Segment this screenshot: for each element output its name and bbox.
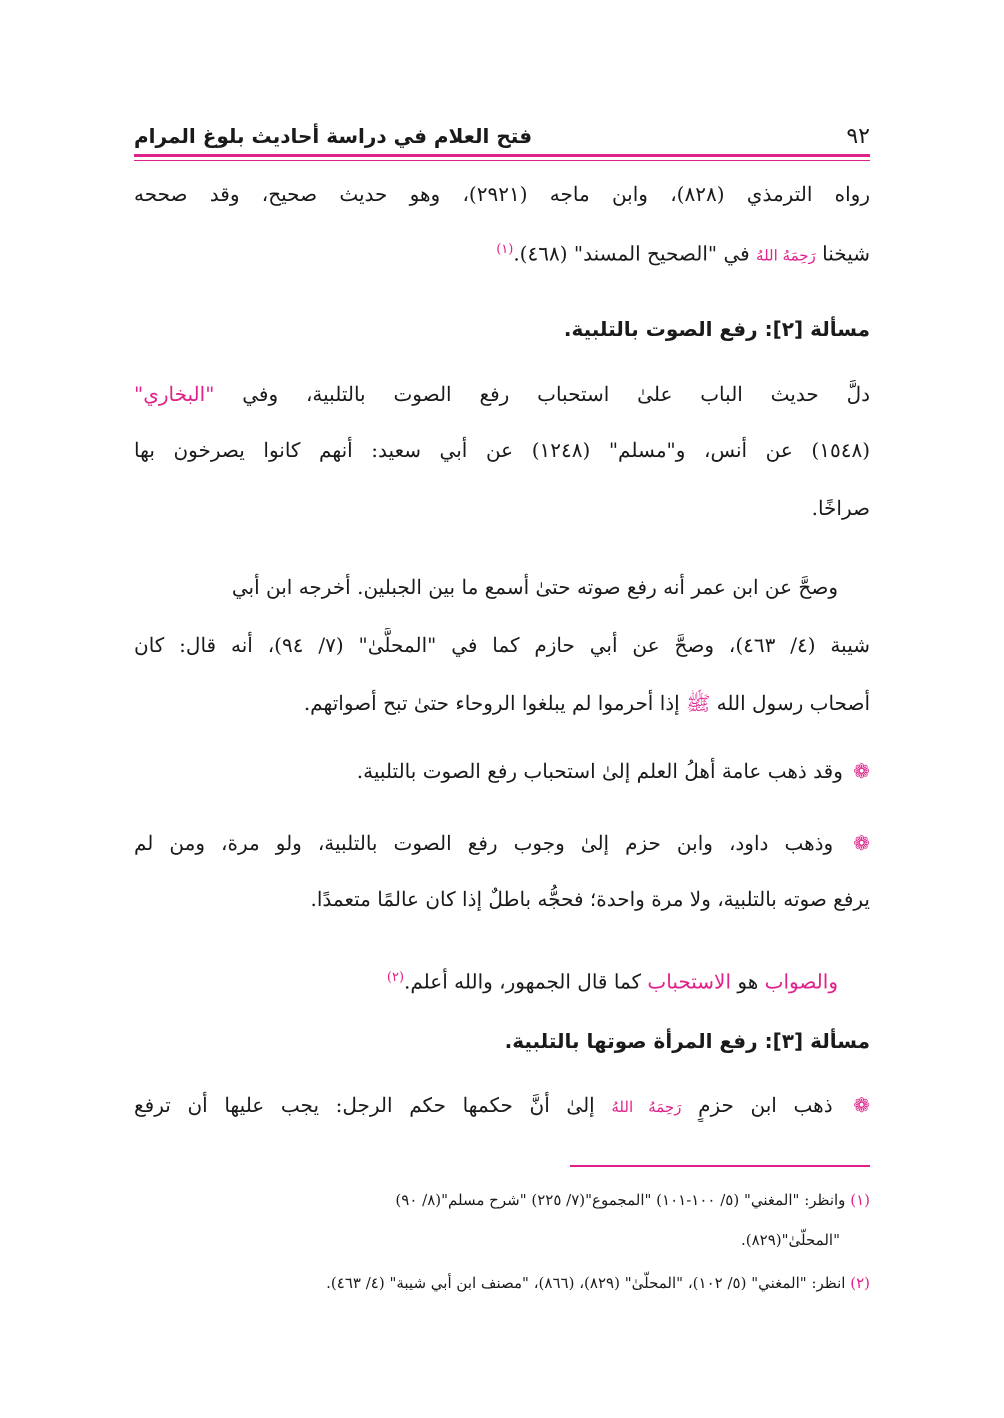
paragraph-1-line-1: رواه الترمذي (٨٢٨)، وابن ماجه (٢٩٢١)، وهو حديث صحيح، وقد صححه <box>134 182 870 206</box>
text-segment: أصحاب رسول الله <box>716 691 870 715</box>
paragraph-2-line-1 <box>134 377 870 411</box>
text-segment: في "الصحيح المسند" (٤٦٨). <box>513 241 750 266</box>
flower-bullet-icon: ❁ <box>853 831 870 855</box>
text-segment: إلىٰ أنَّ حكمها حكم الرجل: يجب عليها أن ترفع <box>134 1093 595 1117</box>
footnote-ref-2[interactable]: (٢) <box>386 970 405 985</box>
highlight-istihbab: الاستحباب <box>647 969 732 994</box>
text-segment: هو <box>737 969 759 994</box>
heading-title: رفع المرأة صوتها بالتلبية. <box>504 1029 758 1053</box>
flower-bullet-icon: ❁ <box>853 759 870 783</box>
footnote-1-line-2: "المحلَّىٰ"(٨٢٩). <box>740 1231 840 1249</box>
text-segment: شيخنا <box>822 241 870 266</box>
paragraph-3-line-2: شيبة (٤/ ٤٦٣)، وصحَّ عن أبي حازم كما في "المحلَّىٰ" (٧/ ٩٤)، أنه قال: كان <box>134 633 870 657</box>
paragraph-3-line-3 <box>134 686 870 720</box>
bullet-item-2-line-1 <box>134 826 870 860</box>
paragraph-2-line-2: (١٥٤٨) عن أنس، و"مسلم" (١٢٤٨) عن أبي سعيد: أنهم كانوا يصرخون بها <box>134 438 870 462</box>
text-segment: إذا أحرموا لم يبلغوا الروحاء حتىٰ تبح أصواتهم. <box>303 691 680 715</box>
bullet-item-1 <box>134 754 870 788</box>
section-heading-3 <box>134 1024 870 1058</box>
page-number: ٩٢ <box>846 123 870 149</box>
footnote-number: (٢) <box>850 1274 870 1292</box>
text-segment: ذهب ابن حزمٍ <box>698 1093 833 1117</box>
footnote-ref-1[interactable]: (١) <box>496 242 514 257</box>
conclusion-line <box>134 961 870 999</box>
footnote-2 <box>134 1271 870 1295</box>
paragraph-2-line-3: صراخًا. <box>811 496 870 520</box>
bullet-item-2-line-2: يرفع صوته بالتلبية، ولا مرة واحدة؛ فحجُّه باطلٌ إذا كان عالمًا متعمدًا. <box>310 887 870 911</box>
paragraph-1-line-2 <box>134 233 870 273</box>
honorific-rahimahullah: رَحِمَهُ اللهُ <box>611 1098 682 1116</box>
footnote-rule <box>570 1165 870 1167</box>
header-rule <box>134 154 870 161</box>
salawat-symbol: ﷺ <box>686 691 711 715</box>
section-heading-2 <box>134 312 870 346</box>
text-segment: دلَّ حديث الباب علىٰ استحباب رفع الصوت بالتلبية، وفي <box>242 382 870 406</box>
footnote-number: (١) <box>850 1191 870 1209</box>
page-header <box>134 118 870 154</box>
bullet-text: وذهب داود، وابن حزم إلىٰ وجوب رفع الصوت بالتلبية، ولو مرة، ومن لم <box>134 831 834 855</box>
bullet-text: وقد ذهب عامة أهلُ العلم إلىٰ استحباب رفع الصوت بالتلبية. <box>356 759 843 783</box>
footnote-text: انظر: "المغني" (٥/ ١٠٢)، "المحلَّىٰ" (٨٢٩)، (٨٦٦)، "مصنف ابن أبي شيبة" (٤/ ٤٦٣). <box>326 1274 846 1292</box>
heading-title: رفع الصوت بالتلبية. <box>563 317 758 341</box>
footnote-text: وانظر: "المغني" (٥/ ١٠٠-١٠١) "المجموع"(٧/ ٢٢٥) "شرح مسلم"(٨/ ٩٠) <box>395 1191 846 1209</box>
bullet-item-3 <box>134 1088 870 1122</box>
heading-label: مسألة [٢]: <box>764 317 870 341</box>
book-title-bukhari: "البخاري" <box>134 382 215 406</box>
paragraph-3-line-1: وصحَّ عن ابن عمر أنه رفع صوته حتىٰ أسمع ما بين الجبلين. أخرجه ابن أبي <box>231 575 838 599</box>
flower-bullet-icon: ❁ <box>853 1093 870 1117</box>
text-segment: كما قال الجمهور، والله أعلم. <box>404 969 642 994</box>
heading-label: مسألة [٣]: <box>764 1029 870 1053</box>
footnote-1-line-1 <box>134 1188 870 1212</box>
honorific-rahimahullah: رَحِمَهُ اللهُ <box>756 246 816 265</box>
running-title: فتح العلام في دراسة أحاديث بلوغ المرام <box>134 124 533 148</box>
highlight-sawab: والصواب <box>764 969 838 994</box>
